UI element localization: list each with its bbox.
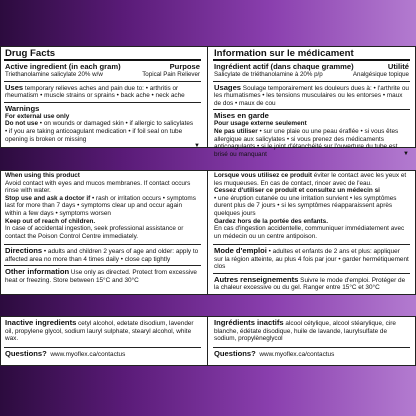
fr-active-ingredient-title: Ingrédient actif (dans chaque gramme)	[214, 62, 354, 71]
directions-section	[4, 244, 201, 265]
fr-directions-text: • adultes et enfants de 2 ans et plus: appliquer sur la région atteinte, au plus 4 fois par jour • garder hermétiquement clos	[214, 248, 409, 271]
column-divider	[207, 47, 208, 147]
french-column-top	[213, 47, 410, 158]
drug-facts-panel-bottom	[0, 316, 416, 366]
column-divider	[207, 171, 208, 294]
uses-title: Uses	[5, 82, 24, 92]
fr-questions-title: Questions?	[214, 349, 256, 358]
fr-when-using-title: Lorsque vous utilisez ce produit	[214, 172, 313, 179]
drug-facts-header: Drug Facts	[4, 47, 201, 61]
fr-other-info-section	[213, 273, 410, 294]
uses-section	[4, 81, 201, 102]
fr-uses-text: Soulage temporairement les douleurs dues à: • l'arthrite ou les rhumatismes • les tensions musculaires ou les entorses • maux de dos • maux de cou	[214, 84, 409, 107]
active-ingredient-section	[4, 61, 201, 81]
when-using-text: Avoid contact with eyes and mucos membranes. If contact occurs rinse with water.	[5, 179, 191, 195]
fr-active-ingredient-line: Salicylate de triéthanolamine à 20% p/p	[214, 71, 323, 78]
external-use-warning: For external use only	[5, 112, 70, 120]
fr-drug-facts-header: Information sur le médicament	[213, 47, 410, 61]
active-ingredient-title: Active ingredient (in each gram)	[5, 62, 121, 71]
drug-facts-panel-top	[0, 46, 416, 158]
fr-questions-section	[213, 347, 410, 361]
column-divider	[207, 317, 208, 365]
other-info-section	[4, 265, 201, 286]
purpose-line: Topical Pain Reliever	[142, 71, 200, 78]
fr-active-ingredient-section	[213, 61, 410, 81]
fr-do-not-use-text: • sur une plaie ou une peau éraflée • si vous êtes allergique aux salicylates • si vous prenez des médicaments anticoagulants • si le joint d'étanchéité sur l'ouverture du tube est brisé ou manquant	[214, 127, 399, 158]
purpose-title: Purpose	[169, 62, 200, 71]
fr-uses-section	[213, 81, 410, 110]
fr-keep-out-title: Gardez hors de la portée des enfants.	[214, 217, 328, 225]
inactive-ingredients-title: Inactive ingredients	[5, 318, 77, 327]
fr-inactive-ingredients-text: alcool cétylique, alcool stéarylique, cire blanche, édétate disodique, huile de lavande, laurylsulfate de sodium, propylèneglycol	[214, 320, 396, 343]
continued-marker: ▼	[194, 143, 200, 150]
questions-title: Questions?	[5, 349, 47, 358]
fr-inactive-ingredients-section	[213, 317, 410, 347]
fr-questions-url[interactable]: www.myoflex.ca/contactus	[259, 351, 335, 358]
questions-url[interactable]: www.myoflex.ca/contactus	[50, 351, 126, 358]
stop-use-text: • rash or irritation occurs • symptoms last for more than 7 days • symptoms clear up and occur again within a few days • symptoms worsen	[5, 194, 196, 217]
questions-section	[4, 347, 201, 361]
other-info-title: Other information	[5, 267, 70, 277]
fr-when-using-text: éviter le contact avec les yeux et les muqueuses. En cas de contact, rincer avec de l'eau.	[214, 172, 407, 187]
fr-other-info-text: Suivre le mode d'emploi. Protéger de la chaleur excessive ou du gel. Ranger entre 15°C et 30°C	[214, 276, 406, 292]
fr-continued-marker: ▼	[403, 150, 409, 157]
keep-out-text: In case of accidental ingestion, seek professional assistance or contact the Poison Control Centre immediately.	[5, 225, 184, 240]
fr-directions-section	[213, 244, 410, 273]
drug-facts-panel-middle	[0, 170, 416, 295]
stop-use-title: Stop use and ask a doctor if	[5, 194, 91, 202]
anticoagulant-warning: • if you are taking anticoagulant medication • if foil seal on tube opening is broken or missing	[5, 127, 183, 143]
fr-other-info-title: Autres renseignements	[214, 274, 299, 284]
french-column-middle	[213, 171, 410, 294]
fr-warnings-section	[213, 109, 410, 159]
french-column-bottom	[213, 317, 410, 365]
fr-do-not-use-label: Ne pas utiliser	[214, 127, 258, 135]
directions-text: • adults and children 2 years of age and older: apply to affected area no more than 4 times daily • close cap tightly	[5, 248, 199, 263]
fr-purpose-line: Analgésique topique	[352, 71, 409, 78]
english-column-top	[4, 47, 201, 150]
do-not-use-text: • on wounds or damaged skin • if allergic to salicylates	[38, 120, 194, 128]
fr-inactive-ingredients-title: Ingrédients inactifs	[214, 318, 284, 327]
warnings-section	[4, 102, 201, 152]
keep-out-title: Keep out of reach of children.	[5, 217, 96, 225]
fr-warnings-title: Mises en garde	[214, 111, 269, 121]
fr-external-use-warning: Pour usage externe seulement	[214, 120, 307, 128]
fr-keep-out-text: En cas d'ingestion accidentelle, communiquer immédiatement avec un médecin ou un centre antipoison.	[214, 225, 405, 240]
uses-text: temporary relieves aches and pain due to: • arthritis or rheumatism • muscle strains or sprains • back ache • neck ache	[5, 84, 185, 100]
fr-directions-title: Mode d'emploi	[214, 246, 267, 255]
inactive-ingredients-section	[4, 317, 201, 347]
warnings-title: Warnings	[5, 103, 40, 113]
active-ingredient-line: Triethanolamine salicylate 20% w/w	[5, 71, 103, 78]
when-using-title: When using this product	[5, 172, 80, 179]
fr-uses-title: Usages	[214, 82, 242, 92]
fr-purpose-title: Utilité	[387, 62, 409, 71]
fr-stop-use-text: • une éruption cutanée ou une irritation survient • les symptômes durent plus de 7 jours • si les symptômes réapparaissent après quelques jours	[214, 194, 397, 217]
directions-title: Directions	[5, 246, 43, 255]
fr-when-using-section	[213, 171, 410, 244]
inactive-ingredients-text: cetyl alcohol, edetate disodium, lavender oil, propylene glycol, sodium lauryl sulphate, stearyl alcohol, white wax.	[5, 320, 194, 343]
do-not-use-label: Do not use	[5, 120, 39, 128]
fr-stop-use-title: Cessez d'utiliser ce produit et consultez un médecin si	[214, 187, 380, 195]
english-column-middle	[4, 171, 201, 294]
english-column-bottom	[4, 317, 201, 365]
when-using-section	[4, 171, 201, 244]
other-info-text: Use only as directed. Protect from excessive heat or freezing. Store between 15°C and 30°C	[5, 269, 197, 284]
